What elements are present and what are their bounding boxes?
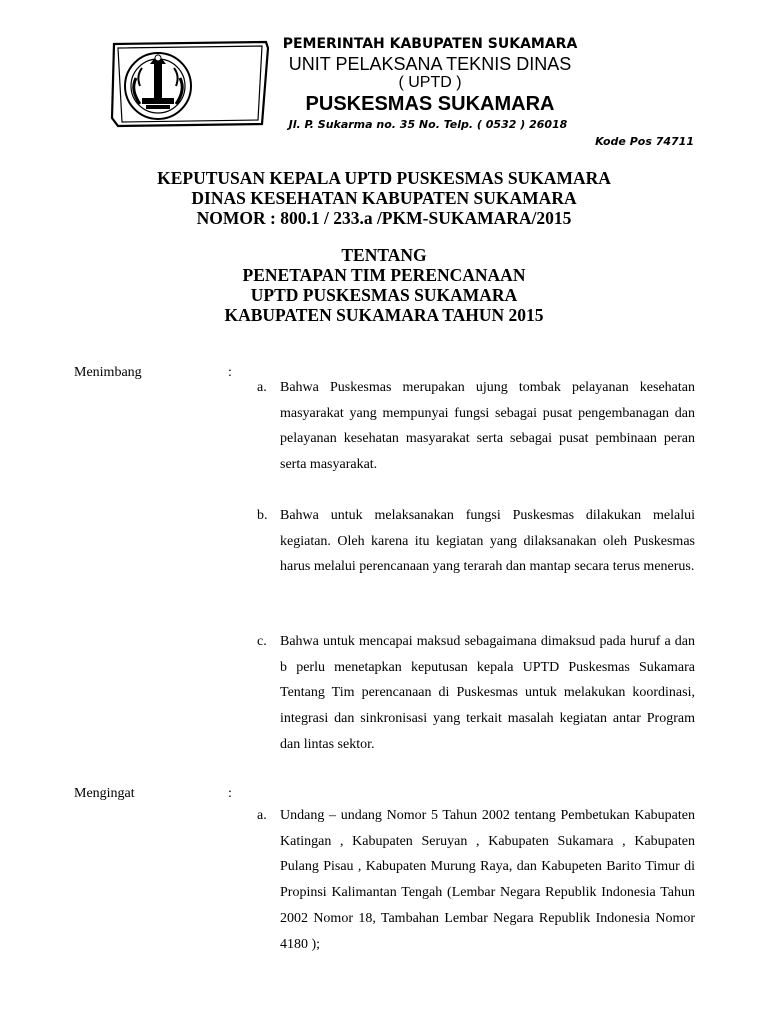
letterhead-unit: UNIT PELAKSANA TEKNIS DINAS	[288, 54, 572, 74]
item-letter: c.	[257, 634, 267, 649]
letterhead-postcode: Kode Pos 74711	[595, 135, 694, 148]
list-item	[257, 808, 695, 957]
item-letter: b.	[257, 508, 268, 523]
section-label-menimbang: Menimbang	[74, 365, 142, 380]
list-item	[257, 380, 695, 478]
item-text: Bahwa untuk melaksanakan fungsi Puskesmas dilakukan melalui kegiatan. Oleh karena itu kegiatan yang dilaksanakan oleh Puskesmas harus melalui perencanaan yang terarah dan mantap secara terus menerus.	[280, 508, 695, 575]
letterhead-uptd: ( UPTD )	[398, 74, 462, 91]
about-line: UPTD PUSKESMAS SUKAMARA	[250, 285, 518, 305]
item-text: Bahwa untuk mencapai maksud sebagaimana dimaksud pada huruf a dan b perlu menetapkan keputusan kepala UPTD Puskesmas Sukamara Tentang Tim perencanaan di Puskesmas untuk melakukan koordinasi, integrasi dan sinkronisasi yang terkait masalah kegiatan antar Program dan lintas sektor.	[280, 634, 695, 752]
section-colon: :	[228, 786, 232, 801]
section-colon: :	[228, 365, 232, 380]
letterhead-puskesmas: PUSKESMAS SUKAMARA	[305, 93, 555, 115]
decree-title-line: KEPUTUSAN KEPALA UPTD PUSKESMAS SUKAMARA	[157, 168, 611, 188]
regency-emblem-logo	[106, 38, 276, 130]
section-label-mengingat: Mengingat	[74, 786, 135, 801]
letterhead-address: Jl. P. Sukarma no. 35 No. Telp. ( 0532 ) 26018	[288, 118, 568, 131]
about-line: PENETAPAN TIM PERENCANAAN	[242, 265, 526, 285]
about-heading: TENTANG	[341, 245, 427, 265]
letterhead-government: PEMERINTAH KABUPATEN SUKAMARA	[282, 36, 578, 52]
item-letter: a.	[257, 380, 267, 395]
item-text: Undang – undang Nomor 5 Tahun 2002 tentang Pembetukan Kabupaten Katingan , Kabupaten Seruyan , Kabupaten Sukamara , Kabupaten Pulang Pisau , Kabupaten Murung Raya, dan Kabupeten Barito Timur di Propinsi Kalimantan Tengah (Lembar Negara Republik Indonesia Tahun 2002 Nomor 18, Tambahan Lembar Negara Republik Indonesia Nomor 4180 );	[280, 808, 695, 952]
list-item	[257, 508, 695, 580]
decree-number: NOMOR : 800.1 / 233.a /PKM-SUKAMARA/2015	[196, 208, 572, 228]
list-item	[257, 634, 695, 758]
about-line: KABUPATEN SUKAMARA TAHUN 2015	[224, 305, 544, 325]
item-letter: a.	[257, 808, 267, 823]
item-text: Bahwa Puskesmas merupakan ujung tombak pelayanan kesehatan masyarakat yang mempunyai fungsi sebagai pusat pengembanagan dan pelayanan kesehatan masyarakat serta sebagai pusat pembinaan peran serta masyarakat.	[280, 380, 695, 473]
decree-title-line: DINAS KESEHATAN KABUPATEN SUKAMARA	[191, 188, 577, 208]
